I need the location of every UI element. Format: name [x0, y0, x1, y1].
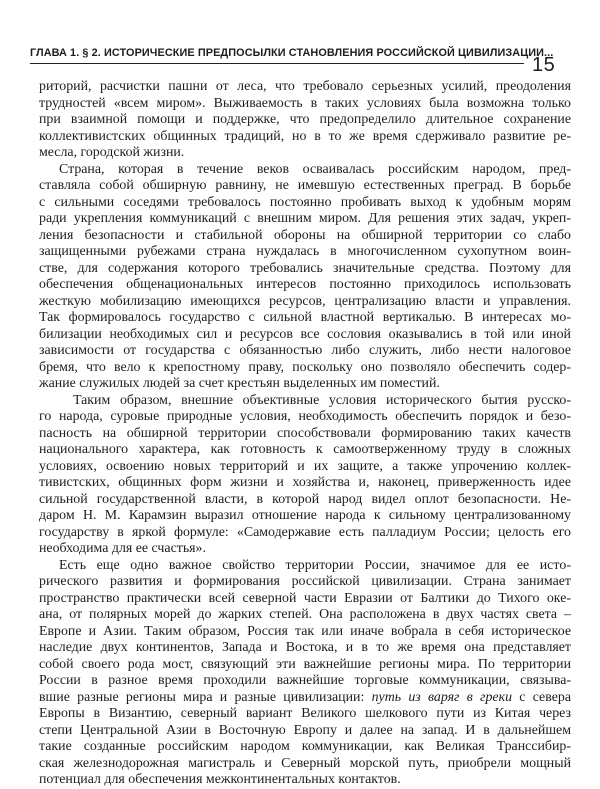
text-line: государству в яркой формуле: «Самодержавие есть палладиум России; целость его	[39, 524, 571, 540]
text-line: билизации необходимых сил и ресурсов все сословия оказывались в той или иной	[39, 326, 571, 342]
paragraph-4	[39, 558, 571, 789]
text-line: ставляла собой обширную равнину, не имевшую естественных преград. В борьбе	[39, 178, 571, 193]
paragraph-2	[39, 162, 571, 393]
italic-phrase: путь из варяг в греки	[371, 689, 513, 705]
text-fragment: вшие разные регионы мира и разные цивилизации:	[39, 689, 372, 705]
text-line: Страна, которая в течение веков осваивалась российским народом, пред-	[59, 161, 571, 177]
text-line: обеспечения общенациональных интересов постоянно приходилось использовать	[39, 277, 571, 292]
text-line: жесткую мобилизацию имеющихся ресурсов, централизацию власти и управления.	[39, 293, 571, 309]
text-line: ради укрепления коммуникаций с внешним миром. Для решения этих задач, укреп-	[39, 211, 571, 226]
body-text	[39, 79, 571, 789]
text-line: трудностей «всем миром». Выживаемость в таких условиях была возможна только	[39, 95, 571, 111]
text-line: жание служилых людей за счет крестьян выделенных им поместий.	[39, 376, 440, 391]
text-line: сильной государственной власти, в которой народ видел оплот безопасности. Не-	[39, 491, 571, 507]
text-line: пространство практически всей северной части Евразии от Балтики до Тихого оке-	[39, 590, 571, 606]
text-line: условиях, освоению новых территорий и их защите, а также упрочению коллек-	[39, 458, 571, 474]
text-line: даром Н. М. Карамзин выразил отношение народа к сильному централизованному	[39, 508, 571, 523]
text-line: ана, от полярных морей до жарких степей. Она расположена в двух частях света –	[39, 607, 571, 622]
text-line: необходима для ее счастья».	[39, 541, 206, 556]
text-line: степи Центральной Азии в Восточную Европу и далее на запад. И в дальнейшем	[39, 722, 571, 738]
text-line: Так формировалось государство с сильной властной вертикалью. В интересах мо-	[39, 310, 571, 325]
text-line: при взаимной помощи и поддержке, что предопределило длительное сохранение	[39, 112, 571, 127]
text-fragment: с севера	[512, 689, 571, 705]
text-line: Европе и Азии. Таким образом, Россия так или иначе вобрала в себя историческое	[39, 623, 571, 639]
text-line: месла, городской жизни.	[39, 145, 185, 160]
text-line-with-italic	[39, 690, 571, 707]
text-line: потенциал для обеспечения межконтинентальных контактов.	[39, 772, 401, 787]
text-line: коллективистских общинных традиций, но в то же время сдерживало развитие ре-	[39, 128, 571, 144]
text-line: тивистских, общинных форм жизни и хозяйства и, наконец, приверженность идее	[39, 475, 571, 490]
text-line: с сильными соседями требовалось постоянно пробивать выход к удобным морям	[39, 194, 571, 210]
text-line: ская железнодорожная магистраль и Северный морской путь, приобрели мощный	[39, 755, 571, 771]
text-line: рического развития и формирования российской цивилизации. Страна занимает	[39, 574, 571, 589]
text-line: Европы в Византию, северный вариант Великого шелкового пути из Китая через	[39, 706, 571, 721]
paragraph-3	[39, 393, 571, 558]
text-line: защищенными рубежами страна нуждалась в многочисленном сухопутном воин-	[39, 244, 571, 259]
text-line: стве, для содержания которого требовались значительные средства. Поэтому для	[39, 260, 571, 276]
page-number: 15	[532, 54, 556, 76]
text-line: ления безопасности и стабильной обороны на обширной территории со слабо	[39, 227, 571, 243]
text-line: бремя, что вело к крепостному праву, поскольку оно позволяло обеспечить содер-	[39, 359, 571, 375]
text-line: пасность на обширной территории способствовали формированию таких качеств	[39, 425, 571, 441]
text-line: риторий, расчистки пашни от леса, что требовало серьезных усилий, преодоления	[39, 79, 571, 94]
text-line: Таким образом, внешние объективные условия исторического бытия русско-	[73, 392, 571, 408]
text-line: Есть еще одно важное свойство территории России, значимое для ее истo-	[59, 557, 571, 573]
text-line: национального характера, как готовность к самоотверженному труду в сложных	[39, 442, 571, 457]
text-line: собой своего рода мост, связующий эти важнейшие регионы мира. По территории	[39, 656, 571, 672]
running-header: ГЛАВА 1. § 2. ИСТОРИЧЕСКИЕ ПРЕДПОСЫЛКИ СТАНОВЛЕНИЯ РОССИЙСКОЙ ЦИВИЛИЗАЦИИ...	[30, 47, 554, 59]
text-line: наследие двух континентов, Запада и Востока, и в то же время она представляет	[39, 640, 571, 655]
text-line: го народа, суровые природные условия, необходимость обеспечить порядок и безо-	[39, 409, 571, 424]
text-line: зависимости от государства с обязанностью либо служить, либо нести налоговое	[39, 343, 571, 358]
text-line: такие созданные российским народом коммуникации, как Великая Транссибир-	[39, 739, 571, 754]
paragraph-1	[39, 79, 571, 162]
header-divider	[30, 63, 524, 64]
text-line: России в разное время проходили важнейшие торговые коммуникации, связыва-	[39, 673, 571, 688]
